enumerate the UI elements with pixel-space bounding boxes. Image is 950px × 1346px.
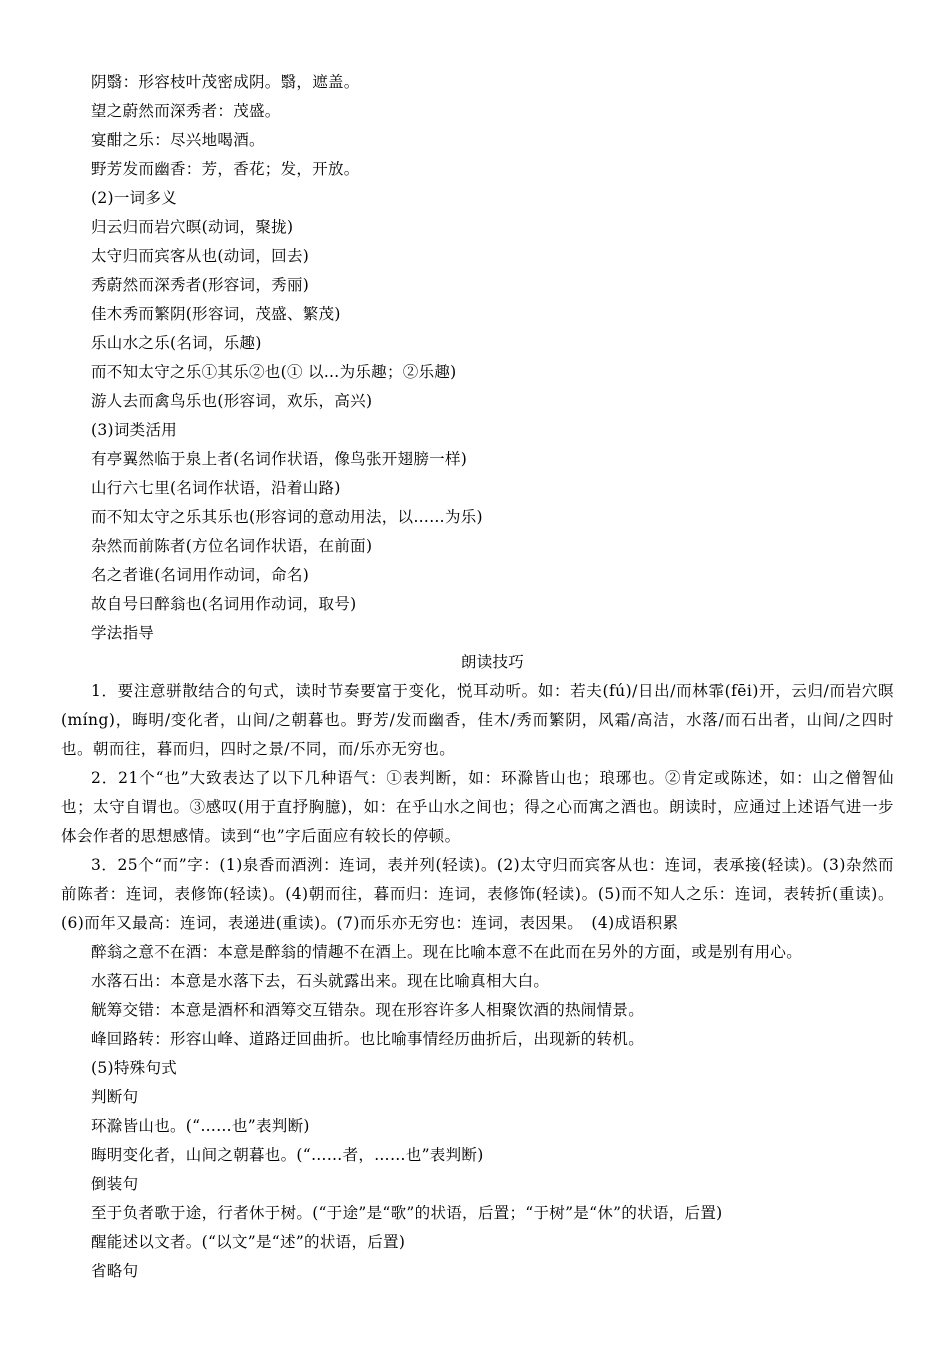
text-line: 太守归而宾客从也(动词，回去) — [91, 247, 310, 265]
text-line: 望之蔚然而深秀者：茂盛。 — [91, 102, 281, 120]
text-line: 秀蔚然而深秀者(形容词，秀丽) — [91, 276, 310, 294]
text-line: 觥筹交错：本意是酒杯和酒筹交互错杂。现在形容许多人相聚饮酒的热闹情景。 — [91, 1001, 645, 1019]
paragraph: 2．21个“也”大致表达了以下几种语气：①表判断，如：环滁皆山也；琅琊也。②肯定或陈述，如：山之僧智仙也；太守自谓也。③感叹(用于直抒胸臆)，如：在乎山水之间也；得之心而寓之酒也。朗读时，应通过上述语气进一步体会作者的思想感情。读到“也”字后面应有较长的停顿。 — [61, 769, 894, 845]
text-line: 晦明变化者，山间之朝暮也。(“……者，……也”表判断) — [91, 1146, 484, 1164]
text-line: 醉翁之意不在酒：本意是醉翁的情趣不在酒上。现在比喻本意不在此而在另外的方面，或是别有用心。 — [91, 943, 803, 961]
vocabulary-notes — [91, 68, 894, 648]
text-line: 游人去而禽鸟乐也(形容词，欢乐，高兴) — [91, 392, 373, 410]
subheading: 倒装句 — [91, 1175, 139, 1193]
text-line: 宴酣之乐：尽兴地喝酒。 — [91, 131, 265, 149]
text-line: 杂然而前陈者(方位名词作状语，在前面) — [91, 537, 373, 555]
subheading: (3)词类活用 — [91, 421, 178, 439]
text-line: 醒能述以文者。(“以文”是“述”的状语，后置) — [91, 1233, 406, 1251]
text-line: 而不知太守之乐其乐也(形容词的意动用法，以……为乐) — [91, 508, 483, 526]
paragraph: 3．25个“而”字：(1)泉香而酒洌：连词，表并列(轻读)。(2)太守归而宾客从也：连词，表承接(轻读)。(3)杂然而前陈者：连词，表修饰(轻读)。(4)朝而往，暮而归：连词，表修饰(轻读)。(5)而不知人之乐：连词，表转折(重读)。(6)而年又最高：连词，表递进(重读)。(7)而乐亦无穷也：连词，表因果。 (4)成语积累 — [61, 856, 894, 932]
text-line: 阴翳：形容枝叶茂密成阴。翳，遮盖。 — [91, 73, 360, 91]
section-title: 朗读技巧 — [460, 653, 525, 671]
text-line: 故自号曰醉翁也(名词用作动词，取号) — [91, 595, 357, 613]
text-line: 佳木秀而繁阴(形容词，茂盛、繁茂) — [91, 305, 341, 323]
text-line: 名之者谁(名词用作动词，命名) — [91, 566, 310, 584]
paragraph: 1．要注意骈散结合的句式，读时节奏要富于变化，悦耳动听。如：若夫(fú)/日出/而林霏(fēi)开，云归/而岩穴暝(míng)，晦明/变化者，山间/之朝暮也。野芳/发而幽香，佳木/秀而繁阴，风霜/高洁，水落/而石出者，山间/之四时也。朝而往，暮而归，四时之景/不同，而/乐亦无穷也。 — [61, 682, 894, 758]
subheading: 学法指导 — [91, 624, 155, 642]
text-line: 山行六七里(名词作状语，沿着山路) — [91, 479, 341, 497]
text-line: 水落石出：本意是水落下去，石头就露出来。现在比喻真相大白。 — [91, 972, 550, 990]
subheading: 判断句 — [91, 1088, 139, 1106]
reading-tips — [61, 677, 894, 938]
document-body — [61, 68, 894, 1286]
idioms-and-sentence-patterns — [91, 938, 894, 1286]
text-line: 野芳发而幽香：芳，香花；发，开放。 — [91, 160, 360, 178]
text-line: 乐山水之乐(名词，乐趣) — [91, 334, 262, 352]
subheading: (2)一词多义 — [91, 189, 178, 207]
text-line: 有亭翼然临于泉上者(名词作状语，像鸟张开翅膀一样) — [91, 450, 468, 468]
text-line: 峰回路转：形容山峰、道路迂回曲折。也比喻事情经历曲折后，出现新的转机。 — [91, 1030, 645, 1048]
subheading: (5)特殊句式 — [91, 1059, 178, 1077]
text-line: 至于负者歌于途，行者休于树。(“于途”是“歌”的状语，后置；“于树”是“休”的状语，后置) — [91, 1204, 723, 1222]
text-line: 环滁皆山也。(“……也”表判断) — [91, 1117, 310, 1135]
subheading: 省略句 — [91, 1262, 139, 1280]
text-line: 而不知太守之乐①其乐②也(① 以…为乐趣；②乐趣) — [91, 363, 457, 381]
text-line: 归云归而岩穴暝(动词，聚拢) — [91, 218, 294, 236]
